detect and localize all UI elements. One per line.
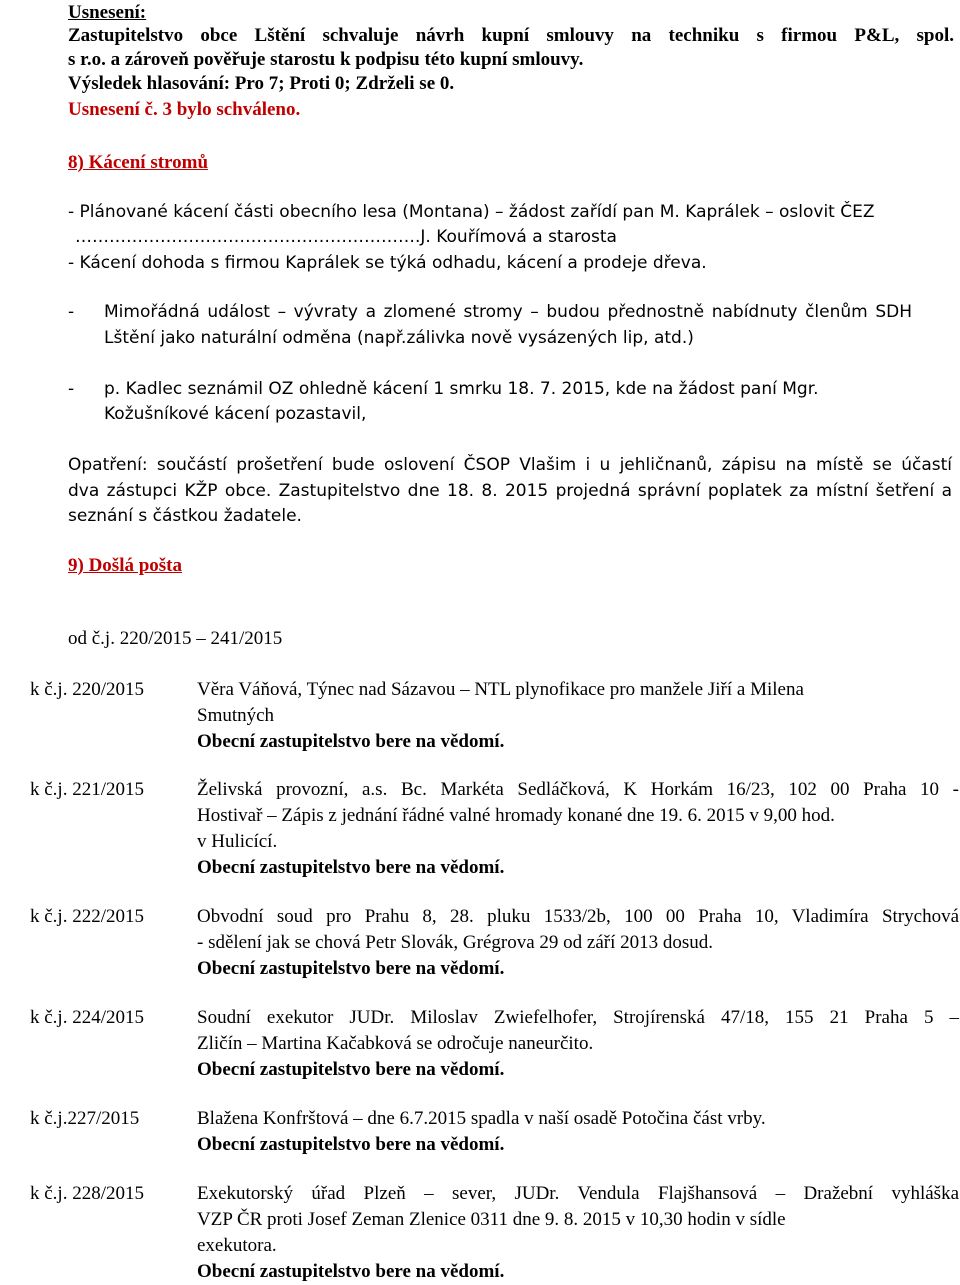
mail-entry-line: Soudní exekutor JUDr. Miloslav Zwiefelhofer, Strojírenská 47/18, 155 21 Praha 5 –: [197, 1007, 959, 1028]
section-9-title: 9) Došlá pošta: [68, 555, 183, 576]
mail-entry-221: [197, 777, 959, 881]
acknowledged-note: Obecní zastupitelstvo bere na vědomí.: [197, 1134, 505, 1155]
mail-ref-224: k č.j. 224/2015: [30, 1007, 144, 1028]
mail-ref-228: k č.j. 228/2015: [30, 1183, 144, 1204]
mail-entry-line: Smutných: [197, 705, 275, 726]
resolution-line-1: Zastupitelstvo obce Lštění schvaluje návrh kupní smlouvy na techniku s firmou P&L, spol.: [68, 25, 954, 46]
mail-entry-line: exekutora.: [197, 1235, 277, 1256]
mail-entry-line: Věra Váňová, Týnec nad Sázavou – NTL plynofikace pro manžele Jiří a Milena: [197, 679, 804, 700]
section-8-p4-line-2: Lštění jako naturální odměna (např.zálivka nově vysázených lip, atd.): [104, 328, 694, 348]
resolution-approved: Usnesení č. 3 bylo schváleno.: [68, 99, 301, 120]
acknowledged-note: Obecní zastupitelstvo bere na vědomí.: [197, 1059, 505, 1080]
mail-entry-line: Zličín – Martina Kačabková se odročuje naneurčito.: [197, 1033, 594, 1054]
acknowledged-note: Obecní zastupitelstvo bere na vědomí.: [197, 1261, 505, 1282]
mail-entry-line: v Hulicící.: [197, 831, 278, 852]
measure-line-3: seznání s částkou žadatele.: [68, 506, 302, 526]
section-8-p4-dash: -: [68, 302, 75, 322]
mail-entry-227: [197, 1106, 959, 1158]
section-8-p5-line-2: Kožušníkové kácení pozastavil,: [104, 404, 367, 424]
resolution-vote: Výsledek hlasování: Pro 7; Proti 0; Zdrželi se 0.: [68, 73, 455, 94]
section-8-p3: - Kácení dohoda s firmou Kaprálek se týká odhadu, kácení a prodeje dřeva.: [68, 253, 707, 273]
mail-entry-220: [197, 677, 959, 755]
section-8-p5-line-1: p. Kadlec seznámil OZ ohledně kácení 1 smrku 18. 7. 2015, kde na žádost paní Mgr.: [104, 379, 819, 399]
section-8-p1: - Plánované kácení části obecního lesa (Montana) – žádost zařídí pan M. Kaprálek – oslovit ČEZ: [68, 202, 875, 222]
mail-range: od č.j. 220/2015 – 241/2015: [68, 628, 283, 649]
section-8-p5-dash: -: [68, 379, 75, 399]
mail-entry-line: Blažena Konfrštová – dne 6.7.2015 spadla v naší osadě Potočina část vrby.: [197, 1108, 766, 1129]
mail-ref-220: k č.j. 220/2015: [30, 679, 144, 700]
measure-line-2: dva zástupci KŽP obce. Zastupitelstvo dne 18. 8. 2015 projedná správní poplatek za místní šetření a: [68, 481, 952, 501]
acknowledged-note: Obecní zastupitelstvo bere na vědomí.: [197, 857, 505, 878]
resolution-heading: Usnesení:: [68, 2, 147, 23]
acknowledged-note: Obecní zastupitelstvo bere na vědomí.: [197, 731, 505, 752]
dotted-leader: ……………………………………………………: [75, 227, 415, 247]
mail-entry-line: - sdělení jak se chová Petr Slovák, Grégrova 29 od září 2013 dosud.: [197, 932, 714, 953]
section-8-title: 8) Kácení stromů: [68, 152, 209, 173]
mail-entry-224: [197, 1005, 959, 1083]
mail-ref-227: k č.j.227/2015: [30, 1108, 140, 1129]
measure-line-1: Opatření: součástí prošetření bude oslovení ČSOP Vlašim i u jehličnanů, zápisu na místě se účastí: [68, 455, 952, 475]
acknowledged-note: Obecní zastupitelstvo bere na vědomí.: [197, 958, 505, 979]
section-8-p2-text: .J. Kouřímová a starosta: [415, 227, 617, 247]
mail-entry-line: VZP ČR proti Josef Zeman Zlenice 0311 dne 9. 8. 2015 v 10,30 hodin v sídle: [197, 1209, 786, 1230]
mail-entry-line: Hostivař – Zápis z jednání řádné valné hromady konané dne 19. 6. 2015 v 9,00 hod.: [197, 805, 835, 826]
mail-entry-222: [197, 904, 959, 982]
resolution-line-2: s r.o. a zároveň pověřuje starostu k podpisu této kupní smlouvy.: [68, 49, 584, 70]
mail-entry-line: Exekutorský úřad Plzeň – sever, JUDr. Vendula Flajšhansová – Dražební vyhláška: [197, 1183, 959, 1204]
mail-ref-221: k č.j. 221/2015: [30, 779, 144, 800]
mail-entry-line: Obvodní soud pro Prahu 8, 28. pluku 1533/2b, 100 00 Praha 10, Vladimíra Strychová: [197, 906, 959, 927]
mail-entry-line: Želivská provozní, a.s. Bc. Markéta Sedláčková, K Horkám 16/23, 102 00 Praha 10 -: [197, 779, 959, 800]
section-8-p4-line-1: Mimořádná událost – vývraty a zlomené stromy – budou přednostně nabídnuty členům SDH: [104, 302, 912, 322]
mail-ref-222: k č.j. 222/2015: [30, 906, 144, 927]
section-8-p2: [75, 225, 617, 249]
mail-entry-228: [197, 1181, 959, 1285]
